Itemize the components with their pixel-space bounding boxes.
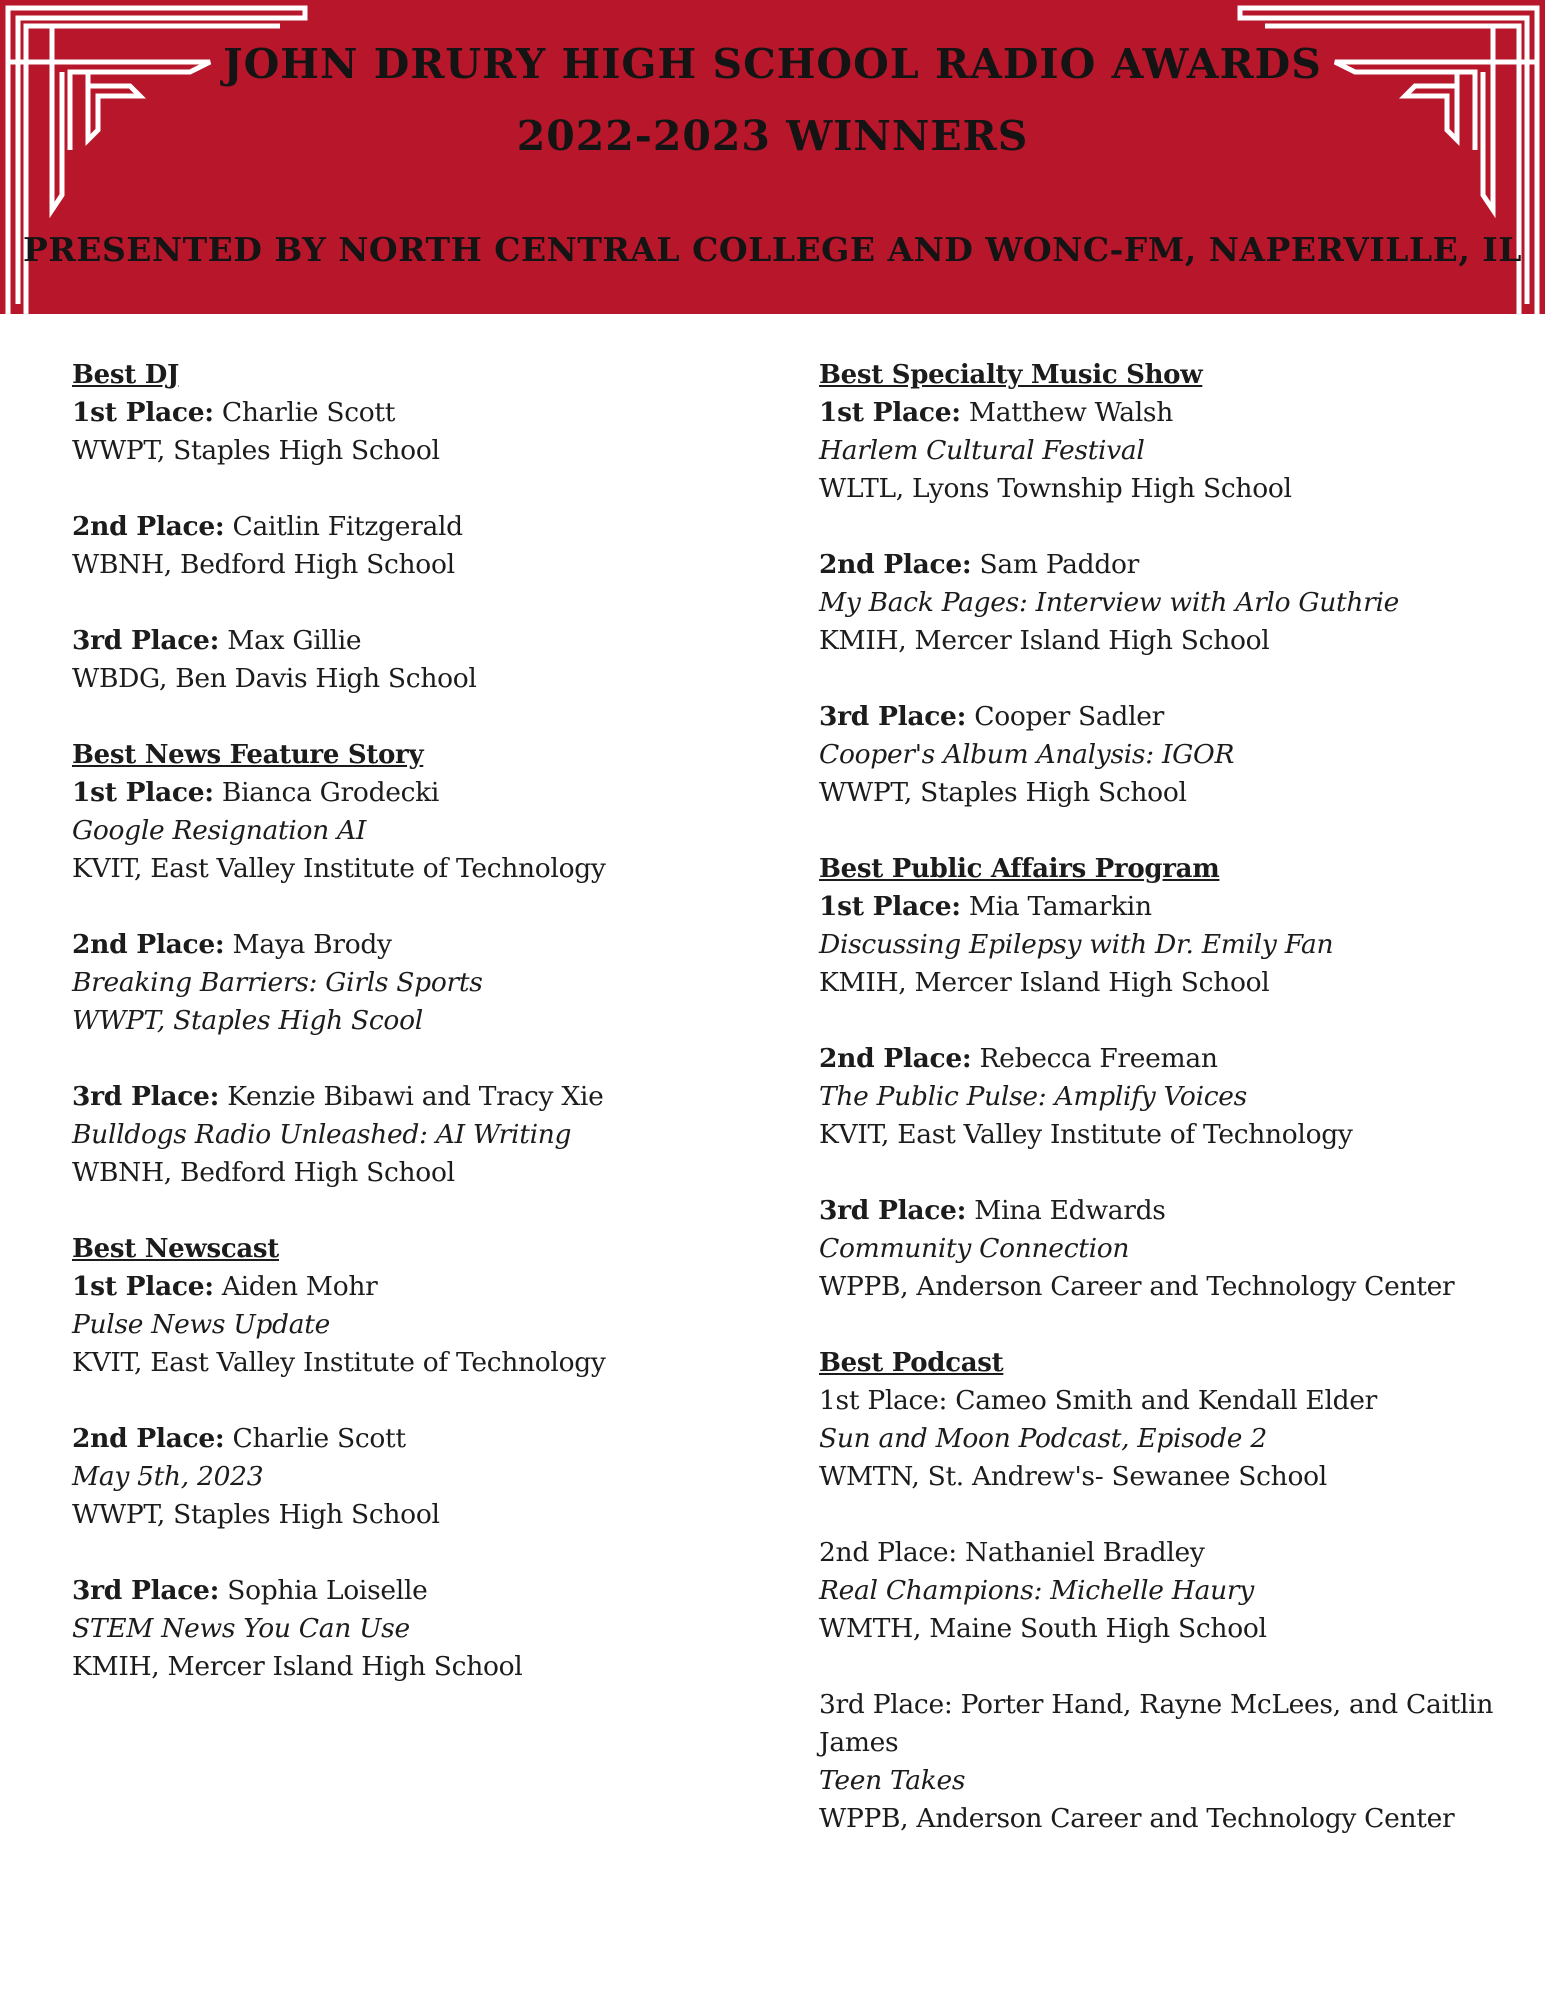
place-label: 2nd Place: xyxy=(72,929,225,960)
section-best-news-feature xyxy=(72,736,772,1192)
place-label: 3rd Place: xyxy=(72,1575,220,1606)
winner-line: 1st Place: Cameo Smith and Kendall Elder xyxy=(819,1385,1378,1416)
place-label: 1st Place: xyxy=(819,397,961,428)
work-title: Cooper's Album Analysis: IGOR xyxy=(819,739,1235,770)
winner-line: 2nd Place: Nathaniel Bradley xyxy=(819,1537,1205,1568)
award-entry xyxy=(819,1192,1519,1306)
award-entry xyxy=(819,1382,1519,1496)
award-entry xyxy=(72,508,772,584)
award-entry xyxy=(72,1572,772,1686)
place-label: 1st Place: xyxy=(819,891,961,922)
award-entry xyxy=(72,926,772,1040)
winner-name: Rebecca Freeman xyxy=(979,1043,1218,1074)
station: KVIT, East Valley Institute of Technology xyxy=(72,853,606,884)
place-label: 1st Place: xyxy=(72,1271,214,1302)
work-title: The Public Pulse: Amplify Voices xyxy=(819,1081,1247,1112)
winner-name: Kenzie Bibawi and Tracy Xie xyxy=(227,1081,604,1112)
work-title: Pulse News Update xyxy=(72,1309,330,1340)
winner-name: Caitlin Fitzgerald xyxy=(232,511,463,542)
place-label: 3rd Place: xyxy=(72,625,220,656)
section-title: Best Podcast xyxy=(819,1348,1004,1378)
place-label: 3rd Place: xyxy=(819,1195,967,1226)
award-entry xyxy=(819,394,1519,508)
winner-name: Mina Edwards xyxy=(974,1195,1166,1226)
work-title: My Back Pages: Interview with Arlo Guthrie xyxy=(819,587,1400,618)
award-entry xyxy=(819,546,1519,660)
station: WLTL, Lyons Township High School xyxy=(819,473,1292,504)
section-best-specialty-music xyxy=(819,356,1519,812)
work-title: Harlem Cultural Festival xyxy=(819,435,1145,466)
award-entry xyxy=(72,1420,772,1534)
header-banner xyxy=(0,0,1545,314)
place-label: 1st Place: xyxy=(72,397,214,428)
award-entry xyxy=(819,698,1519,812)
station: KVIT, East Valley Institute of Technology xyxy=(819,1119,1353,1150)
winner-name: Bianca Grodecki xyxy=(221,777,440,808)
work-title: Discussing Epilepsy with Dr. Emily Fan xyxy=(819,929,1334,960)
award-entry xyxy=(819,1686,1519,1838)
work-title: STEM News You Can Use xyxy=(72,1613,410,1644)
section-best-public-affairs xyxy=(819,850,1519,1306)
winner-name: Cooper Sadler xyxy=(974,701,1164,732)
station: WWPT, Staples High Scool xyxy=(72,1005,423,1036)
winner-name: Aiden Mohr xyxy=(221,1271,378,1302)
station: KMIH, Mercer Island High School xyxy=(819,967,1270,998)
work-title: Google Resignation AI xyxy=(72,815,367,846)
winner-name: Max Gillie xyxy=(227,625,362,656)
station: WWPT, Staples High School xyxy=(72,1499,440,1530)
presented-by: PRESENTED BY NORTH CENTRAL COLLEGE AND WONC-FM, NAPERVILLE, IL xyxy=(23,230,1522,269)
station: WBNH, Bedford High School xyxy=(72,549,455,580)
place-label: 2nd Place: xyxy=(72,511,225,542)
work-title: Community Connection xyxy=(819,1233,1130,1264)
winner-line-continued: James xyxy=(819,1727,899,1758)
work-title: Bulldogs Radio Unleashed: AI Writing xyxy=(72,1119,572,1150)
station: WWPT, Staples High School xyxy=(819,777,1187,808)
award-entry xyxy=(72,1078,772,1192)
winner-name: Sam Paddor xyxy=(979,549,1140,580)
section-best-podcast xyxy=(819,1344,1519,1838)
work-title: Sun and Moon Podcast, Episode 2 xyxy=(819,1423,1267,1454)
station: KMIH, Mercer Island High School xyxy=(819,625,1270,656)
award-entry xyxy=(819,888,1519,1002)
section-title: Best Public Affairs Program xyxy=(819,854,1220,884)
winner-line: 3rd Place: Porter Hand, Rayne McLees, and Caitlin xyxy=(819,1689,1494,1720)
award-entry xyxy=(72,1268,772,1382)
section-best-dj xyxy=(72,356,772,698)
station: WWPT, Staples High School xyxy=(72,435,440,466)
place-label: 3rd Place: xyxy=(72,1081,220,1112)
work-title: Teen Takes xyxy=(819,1765,966,1796)
place-label: 2nd Place: xyxy=(72,1423,225,1454)
left-column xyxy=(72,356,772,1724)
place-label: 2nd Place: xyxy=(819,549,972,580)
place-label: 3rd Place: xyxy=(819,701,967,732)
station: WBNH, Bedford High School xyxy=(72,1157,455,1188)
station: KMIH, Mercer Island High School xyxy=(72,1651,523,1682)
place-label: 1st Place: xyxy=(72,777,214,808)
award-entry xyxy=(819,1534,1519,1648)
winner-name: Charlie Scott xyxy=(232,1423,406,1454)
award-entry xyxy=(72,622,772,698)
work-title: Breaking Barriers: Girls Sports xyxy=(72,967,483,998)
station: WMTN, St. Andrew's- Sewanee School xyxy=(819,1461,1327,1492)
section-title: Best News Feature Story xyxy=(72,740,424,770)
section-title: Best DJ xyxy=(72,360,179,390)
page-title: JOHN DRURY HIGH SCHOOL RADIO AWARDS xyxy=(223,40,1322,88)
award-entry xyxy=(72,394,772,470)
station: WPPB, Anderson Career and Technology Center xyxy=(819,1271,1455,1302)
work-title: Real Champions: Michelle Haury xyxy=(819,1575,1254,1606)
winner-name: Charlie Scott xyxy=(221,397,396,428)
winner-name: Mia Tamarkin xyxy=(968,891,1152,922)
winner-name: Sophia Loiselle xyxy=(227,1575,428,1606)
station: WMTH, Maine South High School xyxy=(819,1613,1267,1644)
award-entry xyxy=(819,1040,1519,1154)
right-column xyxy=(819,356,1519,1876)
station: WPPB, Anderson Career and Technology Center xyxy=(819,1803,1455,1834)
winner-name: Matthew Walsh xyxy=(968,397,1173,428)
page-subtitle: 2022-2023 WINNERS xyxy=(516,112,1029,160)
section-best-newscast xyxy=(72,1230,772,1686)
place-label: 2nd Place: xyxy=(819,1043,972,1074)
station: WBDG, Ben Davis High School xyxy=(72,663,477,694)
winner-name: Maya Brody xyxy=(232,929,392,960)
work-title: May 5th, 2023 xyxy=(72,1461,264,1492)
section-title: Best Newscast xyxy=(72,1234,279,1264)
section-title: Best Specialty Music Show xyxy=(819,360,1203,390)
award-entry xyxy=(72,774,772,888)
station: KVIT, East Valley Institute of Technology xyxy=(72,1347,606,1378)
